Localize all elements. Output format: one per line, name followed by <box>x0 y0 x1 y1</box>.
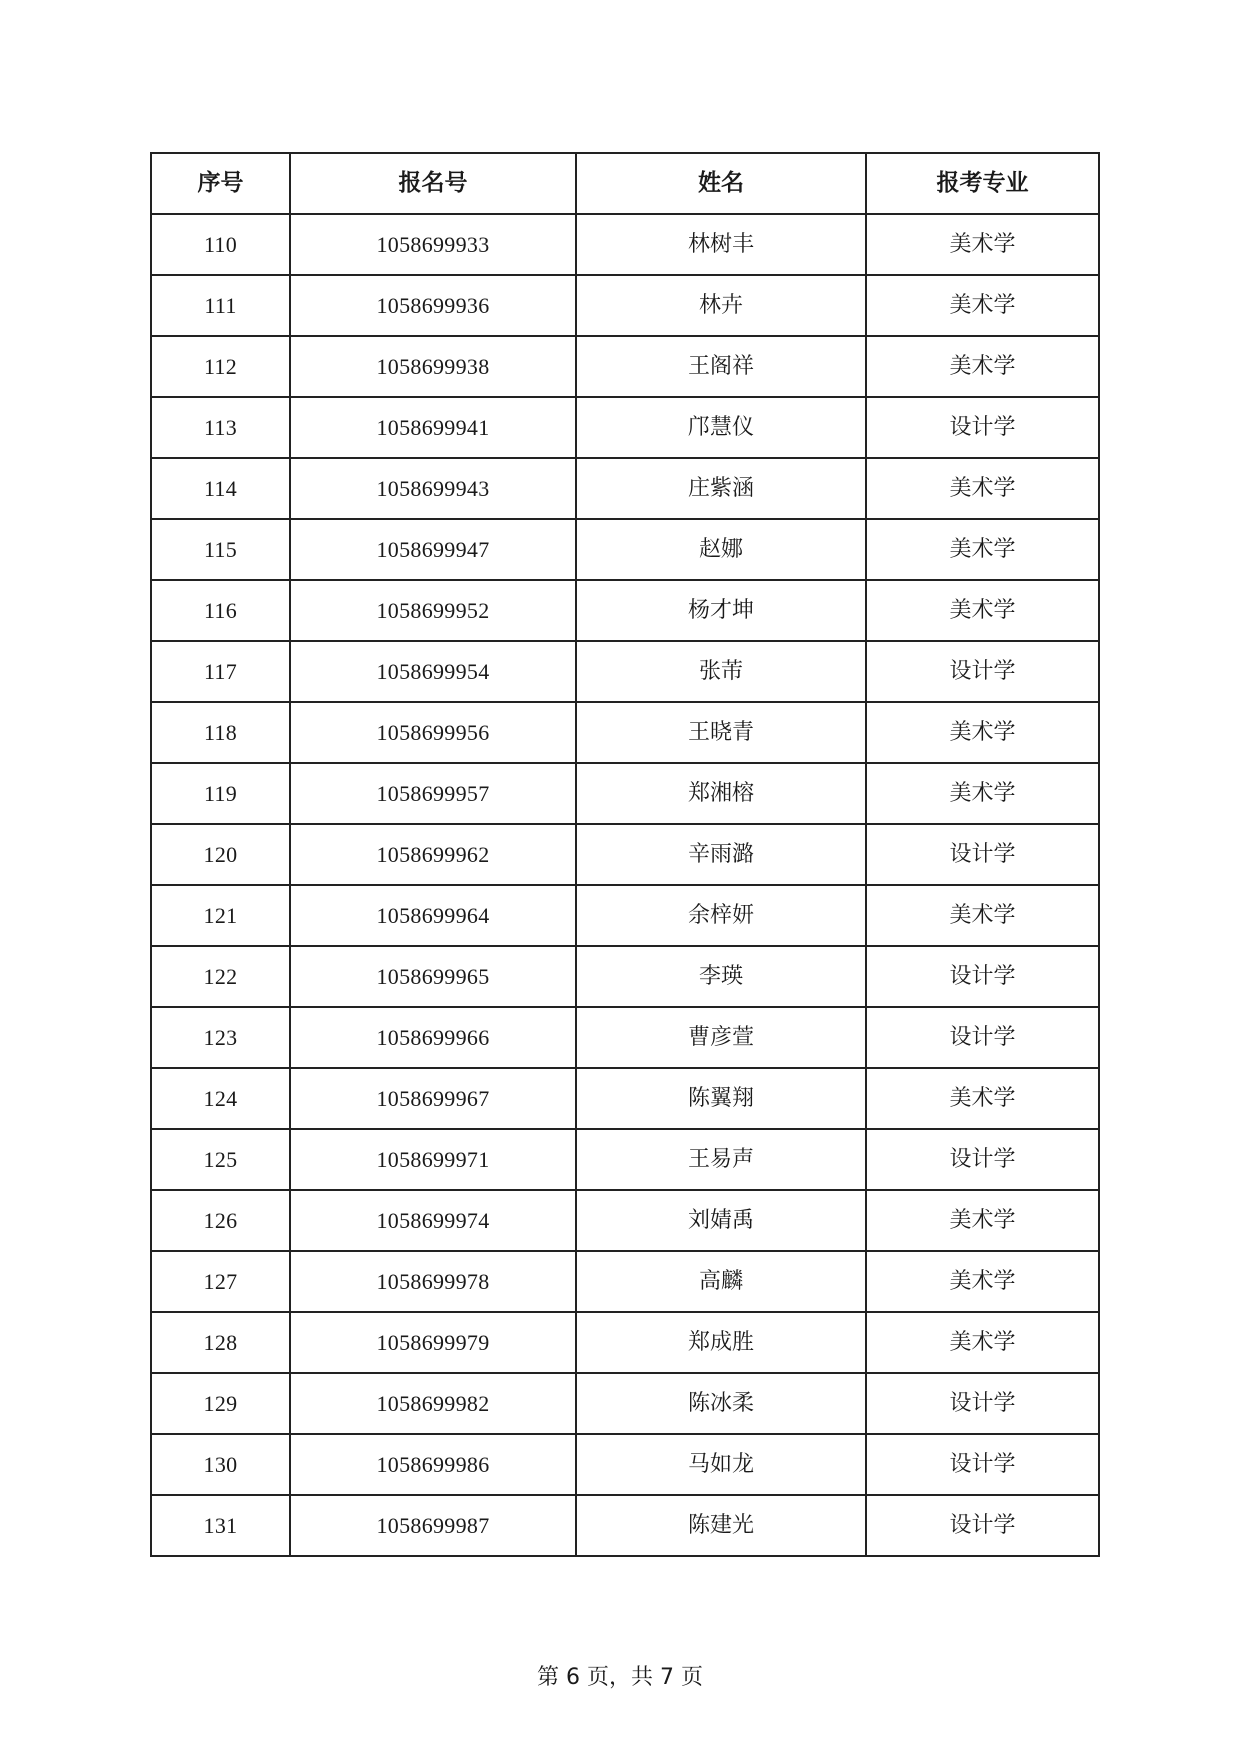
cell-major: 设计学 <box>866 641 1099 702</box>
cell-major: 美术学 <box>866 336 1099 397</box>
cell-registration-number: 1058699978 <box>290 1251 576 1312</box>
table-row <box>151 1190 1099 1251</box>
cell-name: 王晓青 <box>576 702 866 763</box>
cell-major: 设计学 <box>866 1129 1099 1190</box>
cell-major: 美术学 <box>866 1251 1099 1312</box>
cell-seq: 111 <box>151 275 290 336</box>
table-row <box>151 946 1099 1007</box>
cell-name: 余梓妍 <box>576 885 866 946</box>
table-row <box>151 580 1099 641</box>
cell-name: 赵娜 <box>576 519 866 580</box>
cell-registration-number: 1058699941 <box>290 397 576 458</box>
table-row <box>151 1068 1099 1129</box>
table-row <box>151 275 1099 336</box>
cell-seq: 130 <box>151 1434 290 1495</box>
cell-name: 李瑛 <box>576 946 866 1007</box>
cell-seq: 127 <box>151 1251 290 1312</box>
cell-seq: 124 <box>151 1068 290 1129</box>
cell-seq: 126 <box>151 1190 290 1251</box>
cell-major: 美术学 <box>866 519 1099 580</box>
cell-name: 郑成胜 <box>576 1312 866 1373</box>
cell-name: 马如龙 <box>576 1434 866 1495</box>
table-row <box>151 1251 1099 1312</box>
cell-name: 林树丰 <box>576 214 866 275</box>
cell-name: 曹彦萱 <box>576 1007 866 1068</box>
cell-major: 美术学 <box>866 275 1099 336</box>
cell-registration-number: 1058699967 <box>290 1068 576 1129</box>
cell-seq: 123 <box>151 1007 290 1068</box>
cell-registration-number: 1058699957 <box>290 763 576 824</box>
cell-name: 邝慧仪 <box>576 397 866 458</box>
cell-registration-number: 1058699982 <box>290 1373 576 1434</box>
cell-seq: 115 <box>151 519 290 580</box>
cell-name: 王易声 <box>576 1129 866 1190</box>
cell-registration-number: 1058699933 <box>290 214 576 275</box>
table-row <box>151 702 1099 763</box>
cell-seq: 119 <box>151 763 290 824</box>
cell-major: 设计学 <box>866 946 1099 1007</box>
table-row <box>151 1007 1099 1068</box>
cell-major: 设计学 <box>866 397 1099 458</box>
cell-name: 刘婧禹 <box>576 1190 866 1251</box>
cell-name: 张芾 <box>576 641 866 702</box>
cell-name: 陈冰柔 <box>576 1373 866 1434</box>
table-row <box>151 1312 1099 1373</box>
table-row <box>151 824 1099 885</box>
cell-registration-number: 1058699938 <box>290 336 576 397</box>
cell-seq: 131 <box>151 1495 290 1556</box>
cell-seq: 113 <box>151 397 290 458</box>
cell-seq: 121 <box>151 885 290 946</box>
cell-seq: 110 <box>151 214 290 275</box>
table-row <box>151 1495 1099 1556</box>
cell-major: 美术学 <box>866 702 1099 763</box>
cell-major: 美术学 <box>866 580 1099 641</box>
cell-major: 美术学 <box>866 885 1099 946</box>
cell-registration-number: 1058699956 <box>290 702 576 763</box>
cell-registration-number: 1058699962 <box>290 824 576 885</box>
cell-seq: 114 <box>151 458 290 519</box>
cell-major: 美术学 <box>866 763 1099 824</box>
cell-major: 设计学 <box>866 1434 1099 1495</box>
cell-name: 王阁祥 <box>576 336 866 397</box>
cell-name: 林卉 <box>576 275 866 336</box>
cell-registration-number: 1058699971 <box>290 1129 576 1190</box>
table-header <box>151 153 1099 214</box>
cell-major: 美术学 <box>866 1312 1099 1373</box>
cell-registration-number: 1058699964 <box>290 885 576 946</box>
cell-name: 陈建光 <box>576 1495 866 1556</box>
cell-major: 设计学 <box>866 1373 1099 1434</box>
cell-name: 庄紫涵 <box>576 458 866 519</box>
page-footer: 第 6 页，共 7 页 <box>537 1665 703 1690</box>
table-row <box>151 336 1099 397</box>
table-row <box>151 763 1099 824</box>
cell-registration-number: 1058699987 <box>290 1495 576 1556</box>
cell-name: 陈翼翔 <box>576 1068 866 1129</box>
cell-name: 郑湘榕 <box>576 763 866 824</box>
cell-major: 设计学 <box>866 824 1099 885</box>
table-row <box>151 397 1099 458</box>
cell-registration-number: 1058699936 <box>290 275 576 336</box>
header-major: 报考专业 <box>866 153 1099 214</box>
table-row <box>151 1373 1099 1434</box>
cell-major: 美术学 <box>866 458 1099 519</box>
cell-major: 美术学 <box>866 214 1099 275</box>
cell-seq: 129 <box>151 1373 290 1434</box>
cell-major: 美术学 <box>866 1068 1099 1129</box>
cell-seq: 122 <box>151 946 290 1007</box>
table-row <box>151 885 1099 946</box>
cell-seq: 128 <box>151 1312 290 1373</box>
table-row <box>151 458 1099 519</box>
table-body <box>151 214 1099 1556</box>
cell-major: 美术学 <box>866 1190 1099 1251</box>
table-row <box>151 641 1099 702</box>
cell-seq: 125 <box>151 1129 290 1190</box>
admission-table <box>150 152 1100 1557</box>
cell-seq: 117 <box>151 641 290 702</box>
cell-registration-number: 1058699974 <box>290 1190 576 1251</box>
header-name: 姓名 <box>576 153 866 214</box>
cell-seq: 112 <box>151 336 290 397</box>
cell-seq: 120 <box>151 824 290 885</box>
table-row <box>151 1434 1099 1495</box>
cell-name: 高麟 <box>576 1251 866 1312</box>
table-row <box>151 519 1099 580</box>
cell-registration-number: 1058699952 <box>290 580 576 641</box>
header-seq: 序号 <box>151 153 290 214</box>
cell-name: 杨才坤 <box>576 580 866 641</box>
cell-registration-number: 1058699965 <box>290 946 576 1007</box>
cell-registration-number: 1058699943 <box>290 458 576 519</box>
cell-registration-number: 1058699979 <box>290 1312 576 1373</box>
cell-registration-number: 1058699954 <box>290 641 576 702</box>
cell-major: 设计学 <box>866 1007 1099 1068</box>
cell-seq: 118 <box>151 702 290 763</box>
cell-registration-number: 1058699986 <box>290 1434 576 1495</box>
cell-name: 辛雨潞 <box>576 824 866 885</box>
header-row <box>151 153 1099 214</box>
cell-registration-number: 1058699947 <box>290 519 576 580</box>
cell-major: 设计学 <box>866 1495 1099 1556</box>
table-row <box>151 1129 1099 1190</box>
table-row <box>151 214 1099 275</box>
header-registration-number: 报名号 <box>290 153 576 214</box>
cell-seq: 116 <box>151 580 290 641</box>
cell-registration-number: 1058699966 <box>290 1007 576 1068</box>
